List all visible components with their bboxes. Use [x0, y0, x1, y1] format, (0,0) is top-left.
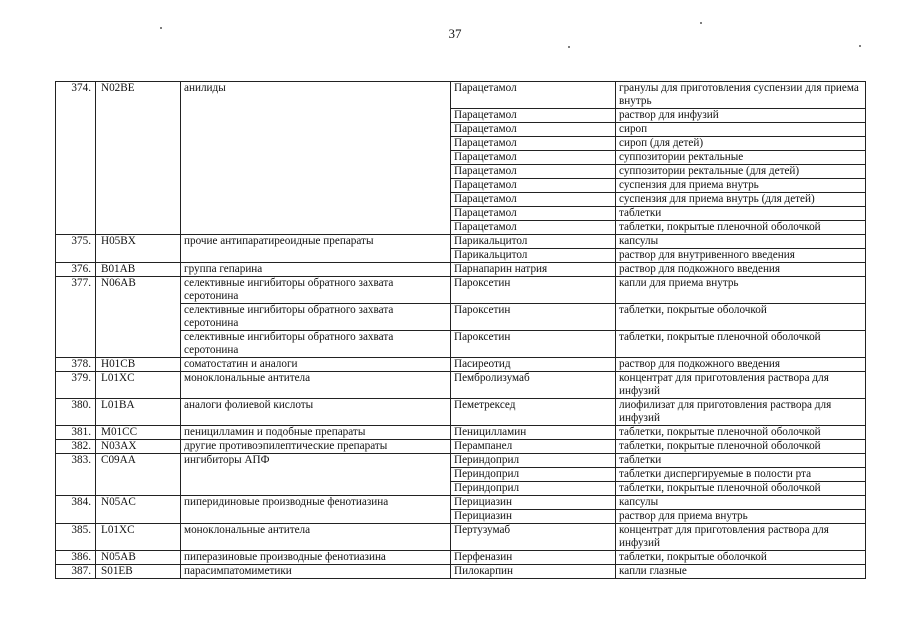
drug-name: Парацетамол — [451, 82, 616, 109]
drug-name: Пароксетин — [451, 331, 616, 358]
table-row — [56, 263, 866, 277]
dosage-form: капсулы — [616, 496, 866, 510]
drug-name: Пароксетин — [451, 304, 616, 331]
row-number: 376. — [56, 263, 96, 277]
drug-name: Пеницилламин — [451, 426, 616, 440]
drug-name: Периндоприл — [451, 468, 616, 482]
drug-table-container — [55, 81, 865, 579]
table-row — [56, 358, 866, 372]
row-number: 387. — [56, 565, 96, 579]
pharm-group: пиперазиновые производные фенотиазина — [181, 551, 451, 565]
drug-name: Парнапарин натрия — [451, 263, 616, 277]
dosage-form: раствор для приема внутрь — [616, 510, 866, 524]
pharm-group: парасимпатомиметики — [181, 565, 451, 579]
table-row — [56, 565, 866, 579]
drug-name: Парацетамол — [451, 221, 616, 235]
row-number: 383. — [56, 454, 96, 496]
drug-name: Перфеназин — [451, 551, 616, 565]
drug-table — [55, 81, 866, 579]
drug-name: Перампанел — [451, 440, 616, 454]
dosage-form: гранулы для приготовления суспензии для приема внутрь — [616, 82, 866, 109]
dosage-form: таблетки — [616, 207, 866, 221]
atc-code: S01EB — [96, 565, 181, 579]
dosage-form: таблетки — [616, 454, 866, 468]
dosage-form: таблетки, покрытые пленочной оболочкой — [616, 482, 866, 496]
table-row — [56, 440, 866, 454]
dosage-form: раствор для инфузий — [616, 109, 866, 123]
row-number: 381. — [56, 426, 96, 440]
table-row — [56, 235, 866, 249]
scan-speck — [160, 27, 162, 29]
atc-code: H01CB — [96, 358, 181, 372]
scan-speck — [568, 46, 570, 48]
page-number: 37 — [448, 26, 462, 41]
dosage-form: лиофилизат для приготовления раствора для инфузий — [616, 399, 866, 426]
row-number: 374. — [56, 82, 96, 235]
pharm-group: пеницилламин и подобные препараты — [181, 426, 451, 440]
drug-name: Пилокарпин — [451, 565, 616, 579]
dosage-form: таблетки, покрытые пленочной оболочкой — [616, 426, 866, 440]
drug-name: Парацетамол — [451, 123, 616, 137]
drug-name: Парикальцитол — [451, 249, 616, 263]
table-row — [56, 551, 866, 565]
atc-code: N02BE — [96, 82, 181, 235]
dosage-form: суппозитории ректальные (для детей) — [616, 165, 866, 179]
dosage-form: концентрат для приготовления раствора для инфузий — [616, 524, 866, 551]
drug-name: Периндоприл — [451, 482, 616, 496]
dosage-form: капли глазные — [616, 565, 866, 579]
drug-name: Пасиреотид — [451, 358, 616, 372]
dosage-form: таблетки, покрытые оболочкой — [616, 304, 866, 331]
pharm-group: моноклональные антитела — [181, 524, 451, 551]
table-row — [56, 372, 866, 399]
dosage-form: раствор для подкожного введения — [616, 263, 866, 277]
pharm-group: селективные ингибиторы обратного захвата серотонина — [181, 277, 451, 304]
atc-code: B01AB — [96, 263, 181, 277]
pharm-group: селективные ингибиторы обратного захвата серотонина — [181, 331, 451, 358]
pharm-group: группа гепарина — [181, 263, 451, 277]
pharm-group: соматостатин и аналоги — [181, 358, 451, 372]
dosage-form: концентрат для приготовления раствора для инфузий — [616, 372, 866, 399]
pharm-group: ингибиторы АПФ — [181, 454, 451, 496]
drug-name: Парацетамол — [451, 165, 616, 179]
atc-code: C09AA — [96, 454, 181, 496]
pharm-group: пиперидиновые производные фенотиазина — [181, 496, 451, 524]
atc-code: L01BA — [96, 399, 181, 426]
pharm-group: аналоги фолиевой кислоты — [181, 399, 451, 426]
pharm-group: прочие антипаратиреоидные препараты — [181, 235, 451, 263]
dosage-form: капли для приема внутрь — [616, 277, 866, 304]
drug-name: Перициазин — [451, 496, 616, 510]
atc-code: N05AC — [96, 496, 181, 524]
drug-name: Периндоприл — [451, 454, 616, 468]
dosage-form: таблетки, покрытые пленочной оболочкой — [616, 221, 866, 235]
row-number: 379. — [56, 372, 96, 399]
drug-name: Пеметрексед — [451, 399, 616, 426]
table-row — [56, 277, 866, 304]
drug-name: Парацетамол — [451, 137, 616, 151]
table-row — [56, 82, 866, 109]
row-number: 378. — [56, 358, 96, 372]
dosage-form: раствор для внутривенного введения — [616, 249, 866, 263]
table-row — [56, 426, 866, 440]
scan-speck — [859, 45, 861, 47]
pharm-group: селективные ингибиторы обратного захвата серотонина — [181, 304, 451, 331]
dosage-form: сироп (для детей) — [616, 137, 866, 151]
atc-code: N03AX — [96, 440, 181, 454]
drug-name: Парикальцитол — [451, 235, 616, 249]
drug-name: Пертузумаб — [451, 524, 616, 551]
drug-name: Пароксетин — [451, 277, 616, 304]
dosage-form: таблетки, покрытые пленочной оболочкой — [616, 440, 866, 454]
drug-name: Парацетамол — [451, 207, 616, 221]
row-number: 386. — [56, 551, 96, 565]
dosage-form: сироп — [616, 123, 866, 137]
drug-name: Перициазин — [451, 510, 616, 524]
dosage-form: таблетки, покрытые пленочной оболочкой — [616, 331, 866, 358]
atc-code: M01CC — [96, 426, 181, 440]
atc-code: N06AB — [96, 277, 181, 358]
pharm-group: анилиды — [181, 82, 451, 235]
row-number: 380. — [56, 399, 96, 426]
dosage-form: таблетки диспергируемые в полости рта — [616, 468, 866, 482]
row-number: 384. — [56, 496, 96, 524]
dosage-form: таблетки, покрытые оболочкой — [616, 551, 866, 565]
atc-code: H05BX — [96, 235, 181, 263]
drug-name: Парацетамол — [451, 193, 616, 207]
row-number: 375. — [56, 235, 96, 263]
table-row — [56, 454, 866, 468]
pharm-group: моноклональные антитела — [181, 372, 451, 399]
atc-code: L01XC — [96, 524, 181, 551]
drug-name: Парацетамол — [451, 109, 616, 123]
drug-name: Парацетамол — [451, 151, 616, 165]
drug-name: Пембролизумаб — [451, 372, 616, 399]
dosage-form: суспензия для приема внутрь — [616, 179, 866, 193]
scan-speck — [700, 22, 702, 24]
atc-code: N05AB — [96, 551, 181, 565]
dosage-form: суппозитории ректальные — [616, 151, 866, 165]
table-row — [56, 399, 866, 426]
dosage-form: раствор для подкожного введения — [616, 358, 866, 372]
row-number: 382. — [56, 440, 96, 454]
table-row — [56, 496, 866, 510]
dosage-form: суспензия для приема внутрь (для детей) — [616, 193, 866, 207]
atc-code: L01XC — [96, 372, 181, 399]
row-number: 377. — [56, 277, 96, 358]
pharm-group: другие противоэпилептические препараты — [181, 440, 451, 454]
table-row — [56, 524, 866, 551]
dosage-form: капсулы — [616, 235, 866, 249]
row-number: 385. — [56, 524, 96, 551]
drug-name: Парацетамол — [451, 179, 616, 193]
